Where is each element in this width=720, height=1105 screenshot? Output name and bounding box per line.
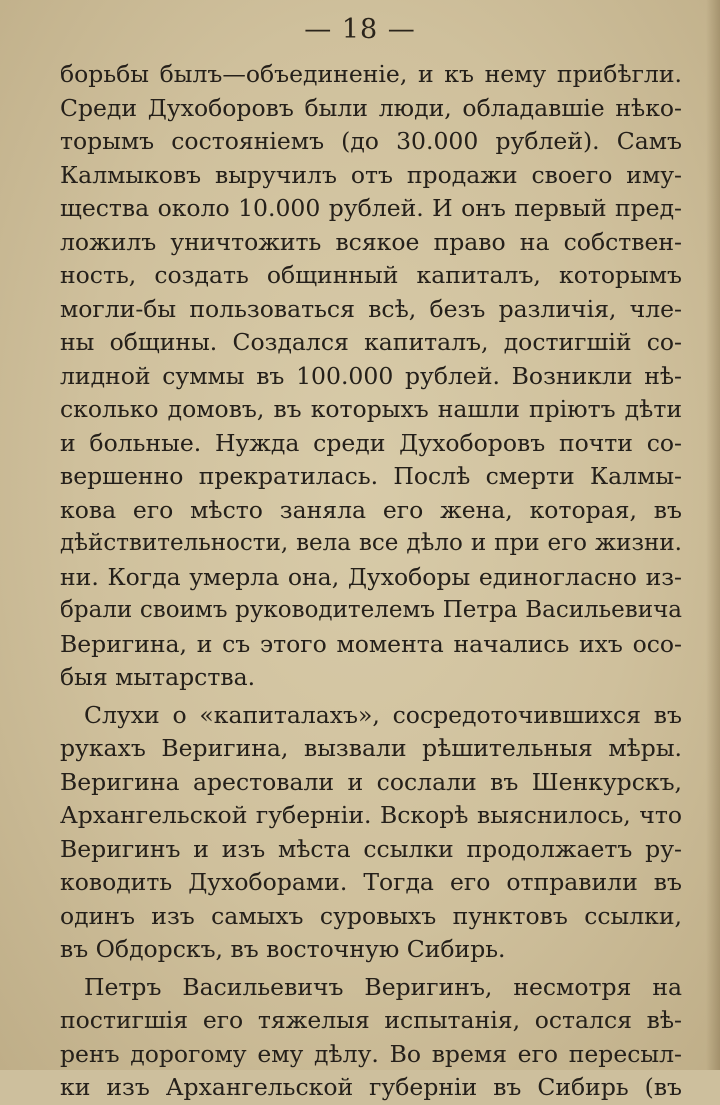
paragraph	[60, 699, 682, 967]
text-line: Слухи о «капиталахъ», сосредоточившихся въ	[84, 700, 682, 729]
text-line: ность, создать общинный капиталъ, которымъ	[60, 261, 682, 289]
text-line: Архангельской губерніи. Вскорѣ выяснилось, что	[60, 801, 682, 829]
text-line: постигшія его тяжелыя испытанія, остался вѣ-	[60, 1006, 682, 1034]
text-line: торымъ состояніемъ (до 30.000 рублей). Самъ	[60, 127, 682, 155]
text-line: рукахъ Веригина, вызвали рѣшительныя мѣры.	[60, 734, 682, 762]
paragraph	[60, 971, 682, 1105]
text-line: Петръ Васильевичъ Веригинъ, несмотря на	[84, 972, 682, 1001]
text-line: Среди Духоборовъ были люди, обладавшіе нѣко-	[60, 93, 682, 122]
text-line: Веригина арестовали и сослали въ Шенкурскъ,	[60, 767, 682, 796]
text-line: борьбы былъ—объединеніе, и къ нему прибѣгли.	[60, 60, 682, 88]
page-number: — 18 —	[304, 14, 416, 45]
text-line: одинъ изъ самыхъ суровыхъ пунктовъ ссылки,	[60, 901, 682, 930]
text-line: дѣйствительности, вела все дѣло и при его жизни.	[60, 530, 682, 556]
text-line: быя мытарства.	[60, 663, 256, 691]
text-line: ни. Когда умерла она, Духоборы единогласно из-	[60, 562, 682, 591]
text-line: кова его мѣсто заняла его жена, которая, въ	[60, 495, 682, 524]
text-line: ководить Духоборами. Тогда его отправили въ	[60, 868, 682, 896]
text-line: брали своимъ руководителемъ Петра Васильевича	[60, 597, 682, 623]
text-line: сколько домовъ, въ которыхъ нашли пріютъ дѣти	[60, 395, 682, 423]
text-line: въ Обдорскъ, въ восточную Сибирь.	[60, 935, 506, 963]
text-line: Веригинъ и изъ мѣста ссылки продолжаетъ ру-	[60, 834, 682, 863]
text-line: ложилъ уничтожить всякое право на собствен-	[60, 227, 682, 256]
text-line: щества около 10.000 рублей. И онъ первый пред-	[60, 194, 682, 222]
text-line: лидной суммы въ 100.000 рублей. Возникли нѣ-	[60, 361, 682, 390]
text-line: ренъ дорогому ему дѣлу. Во время его пересыл-	[60, 1039, 682, 1068]
text-line: вершенно прекратилась. Послѣ смерти Калмы-	[60, 462, 682, 490]
text-line: ки изъ Архангельской губерніи въ Сибирь (въ	[60, 1073, 682, 1101]
text-line: Веригина, и съ этого момента начались ихъ осо-	[60, 629, 682, 658]
text-line: ны общины. Создался капиталъ, достигшій со-	[60, 328, 682, 356]
text-line: могли-бы пользоваться всѣ, безъ различія, чле-	[60, 294, 682, 323]
text-line: и больные. Нужда среди Духоборовъ почти со-	[60, 428, 682, 457]
body-text	[60, 58, 682, 1105]
text-line: Калмыковъ выручилъ отъ продажи своего иму-	[60, 160, 682, 189]
paragraph	[60, 58, 682, 695]
page-edge-shadow	[706, 0, 720, 1070]
